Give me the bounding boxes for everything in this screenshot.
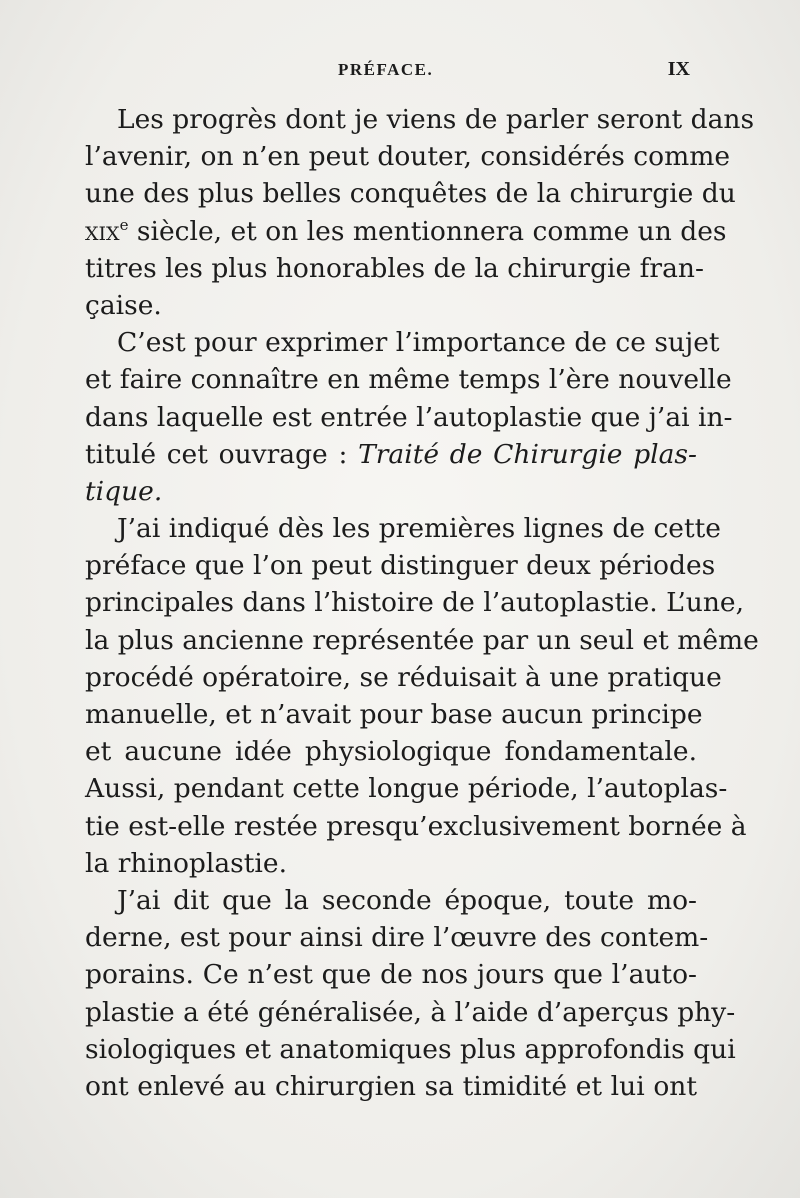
book-title: tique. bbox=[85, 475, 163, 507]
text-line: la rhinoplastie. bbox=[85, 847, 287, 879]
body-text bbox=[85, 101, 759, 1105]
text-line: siologiques et anatomiques plus approfondis qui bbox=[85, 1033, 736, 1065]
text-line: titulé cet ouvrage : Traité de Chirurgie plas- bbox=[85, 438, 697, 470]
text-line: ont enlevé au chirurgien sa timidité et lui ont bbox=[85, 1070, 697, 1102]
text-line: dans laquelle est entrée l’autoplastie que j’ai in- bbox=[85, 401, 733, 433]
paragraph bbox=[85, 882, 736, 1105]
text-line: xix$^e$ siècle, et on les mentionnera comme un des bbox=[85, 215, 727, 247]
text-line: Aussi, pendant cette longue période, l’autoplas- bbox=[85, 773, 728, 805]
text-line: Les progrès dont je viens de parler seront dans bbox=[117, 104, 755, 135]
book-title: Traité de Chirurgie plas- bbox=[358, 438, 697, 470]
paragraph bbox=[85, 101, 755, 324]
text-line: plastie a été généralisée, à l’aide d’aperçus phy- bbox=[85, 996, 736, 1028]
text-line: l’avenir, on n’en peut douter, considérés comme bbox=[85, 141, 731, 173]
text-line: porains. Ce n’est que de nos jours que l’auto- bbox=[85, 959, 697, 991]
text-line: çaise. bbox=[85, 289, 162, 321]
text-line: C’est pour exprimer l’importance de ce sujet bbox=[117, 327, 720, 359]
text-line: J’ai dit que la seconde époque, toute mo- bbox=[117, 884, 697, 916]
text-line: préface que l’on peut distinguer deux périodes bbox=[85, 550, 716, 582]
superscript: e bbox=[119, 215, 129, 234]
text-line: derne, est pour ainsi dire l’œuvre des contem- bbox=[85, 922, 709, 954]
text-line: et aucune idée physiologique fondamentale. bbox=[85, 736, 697, 768]
text-line: J’ai indiqué dès les premières lignes de cette bbox=[117, 513, 721, 545]
paragraph bbox=[85, 324, 733, 510]
text-line: et faire connaître en même temps l’ère nouvelle bbox=[85, 364, 732, 396]
text-line: manuelle, et n’avait pour base aucun principe bbox=[85, 699, 703, 730]
text-line: une des plus belles conquêtes de la chirurgie du bbox=[85, 178, 736, 210]
text-line: la plus ancienne représentée par un seul et même bbox=[85, 624, 759, 656]
page-header bbox=[84, 56, 694, 86]
century-numeral: xix bbox=[85, 215, 120, 247]
text-line bbox=[85, 473, 697, 510]
text-line: titres les plus honorables de la chirurgie fran- bbox=[85, 252, 704, 284]
text-line: procédé opératoire, se réduisait à une pratique bbox=[85, 661, 722, 693]
paragraph bbox=[85, 510, 759, 882]
running-title: PRÉFACE. bbox=[338, 60, 434, 79]
text-line: principales dans l’histoire de l’autoplastie. L’une, bbox=[85, 587, 745, 619]
page-number: IX bbox=[667, 58, 690, 80]
text-line: tie est-elle restée presqu’exclusivement bornée à bbox=[85, 810, 747, 842]
